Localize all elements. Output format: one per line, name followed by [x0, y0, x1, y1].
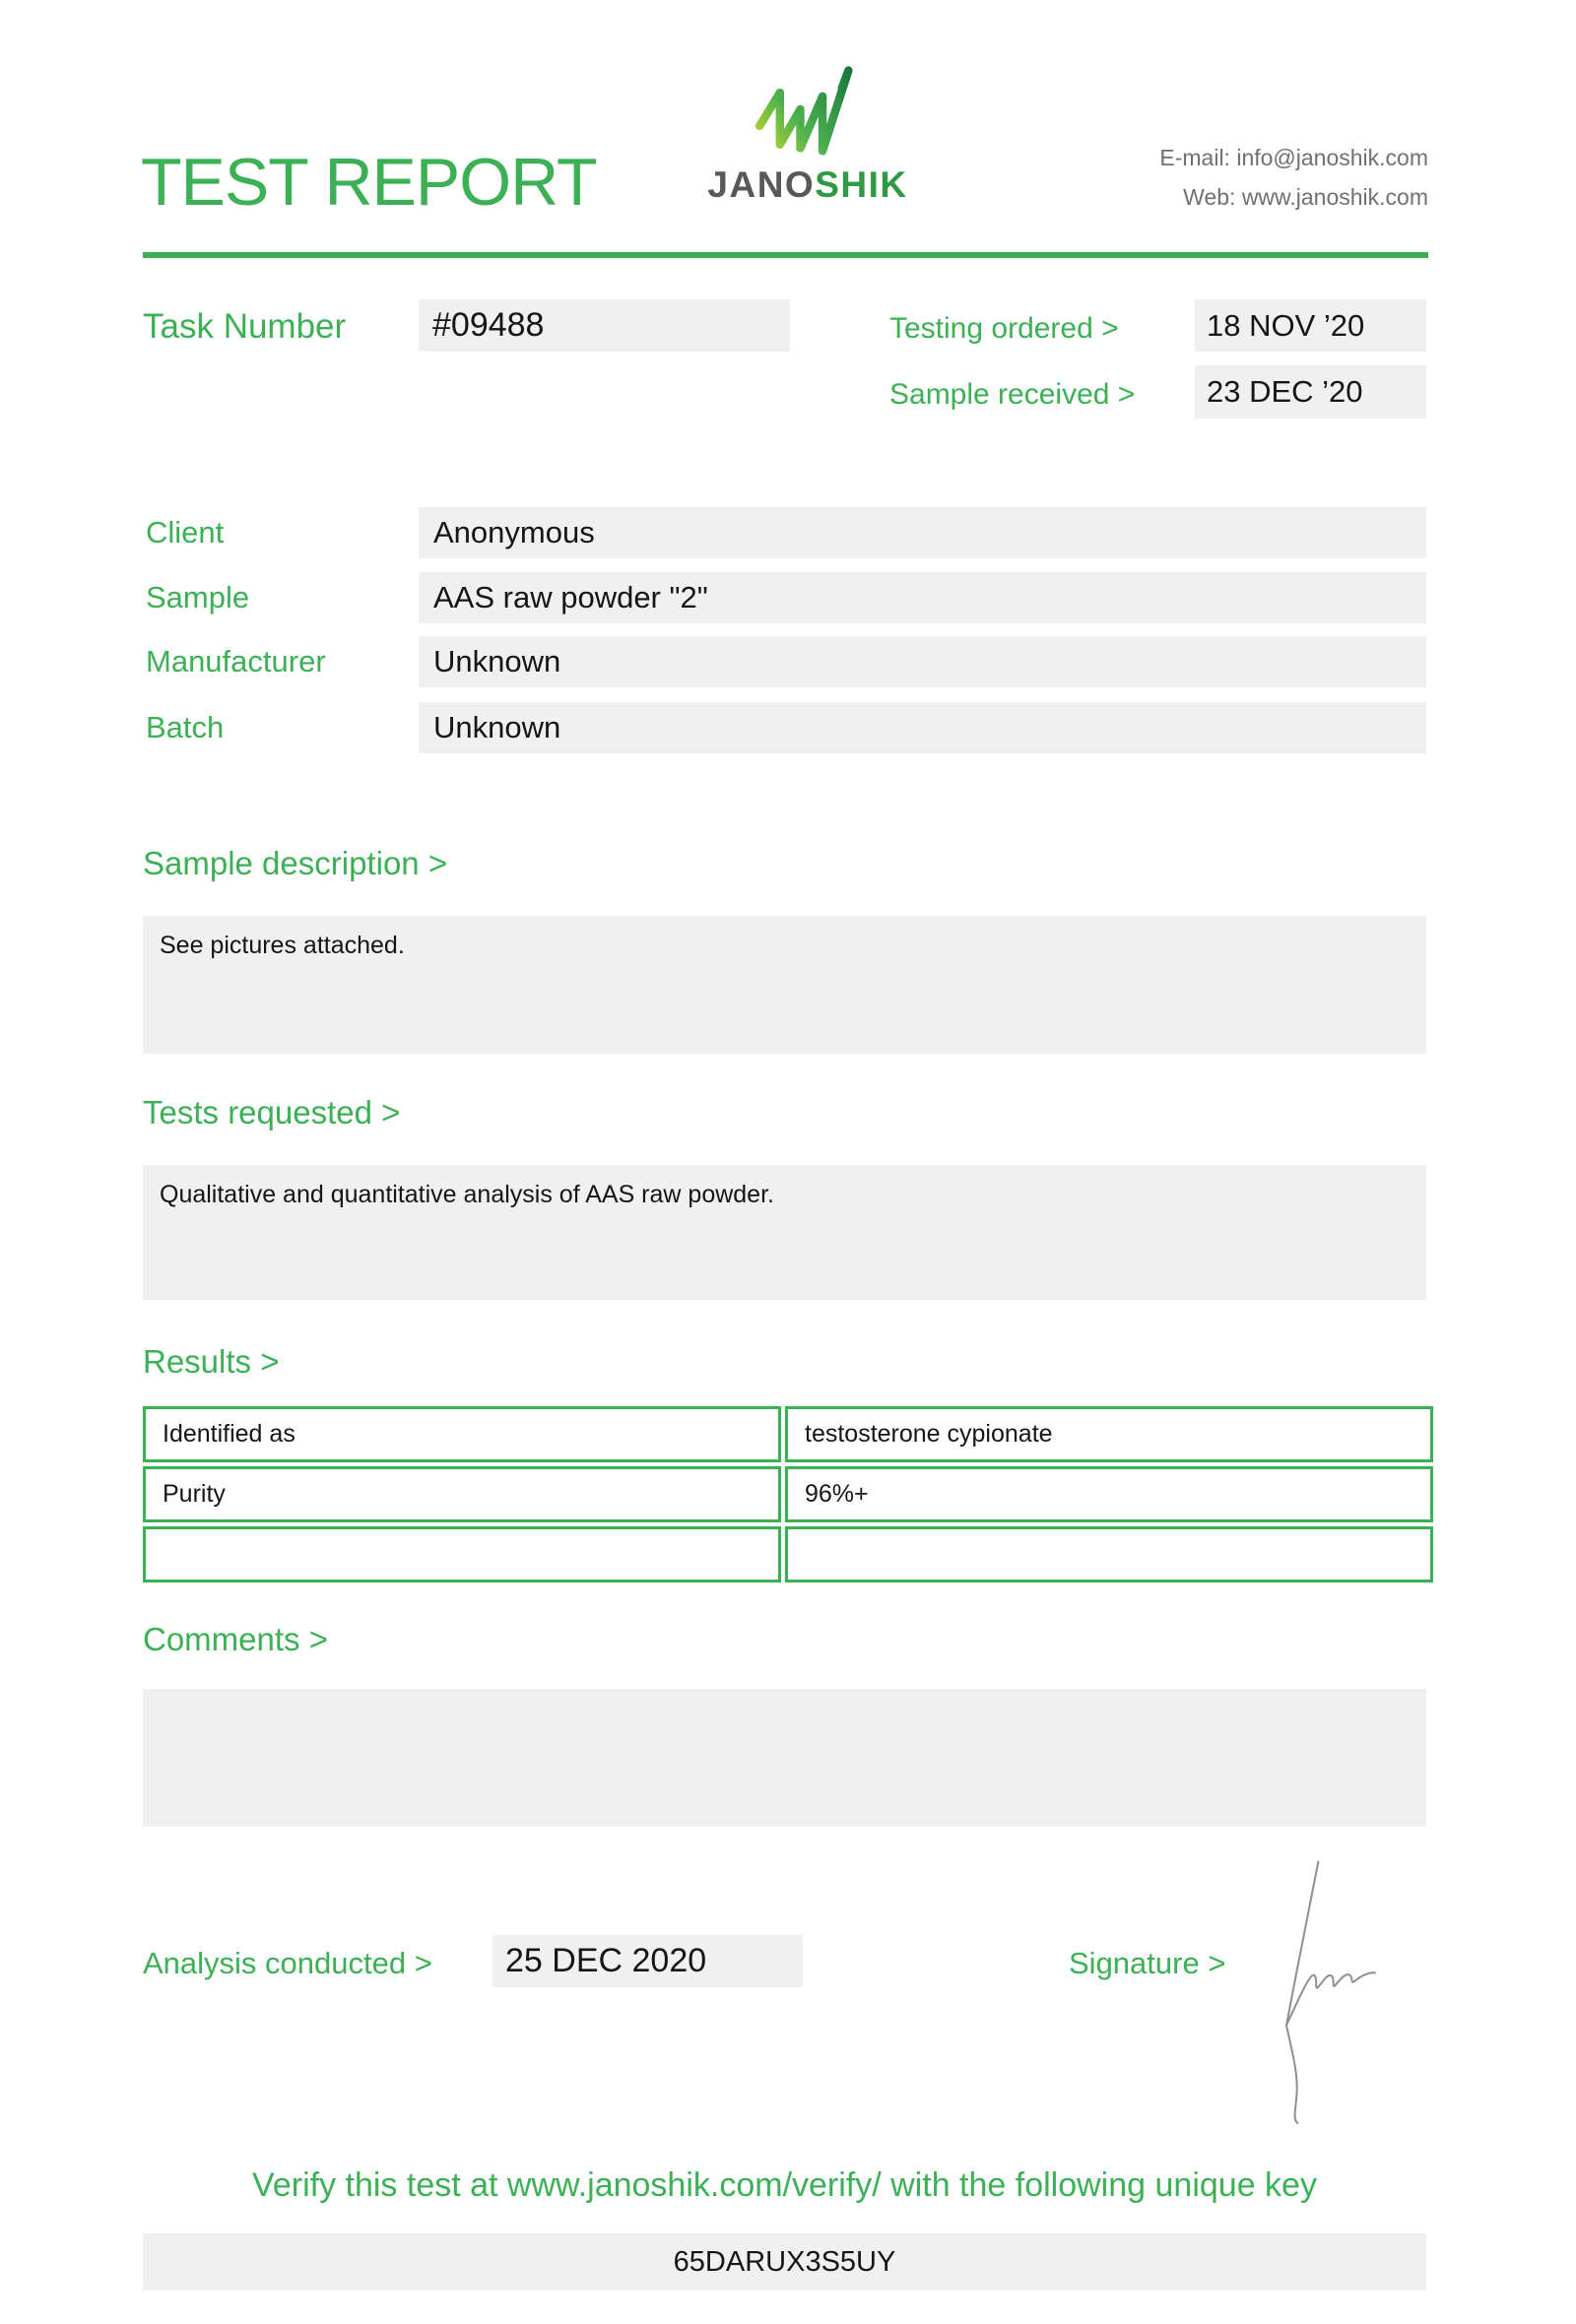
logo-text-jano: JANO	[707, 164, 816, 205]
results-table	[143, 1406, 1433, 1582]
trend-chart-icon	[748, 63, 868, 156]
client-value: Anonymous	[419, 507, 1426, 558]
comments-heading: Comments >	[143, 1621, 328, 1657]
signature-label: Signature >	[1069, 1946, 1226, 1980]
result-name-cell: Purity	[143, 1466, 781, 1522]
company-logo	[680, 63, 936, 206]
comments-box	[143, 1689, 1426, 1827]
manufacturer-label: Manufacturer	[146, 644, 326, 678]
results-heading: Results >	[143, 1343, 280, 1380]
task-number-value: #09488	[419, 299, 790, 352]
result-name-cell: Identified as	[143, 1406, 781, 1462]
task-number-label: Task Number	[143, 307, 347, 346]
sample-label: Sample	[146, 580, 250, 614]
tests-requested-box: Qualitative and quantitative analysis of AAS raw powder.	[143, 1165, 1426, 1300]
sample-received-label: Sample received >	[889, 378, 1136, 411]
contact-web: Web: www.janoshik.com	[1183, 184, 1428, 210]
analysis-conducted-label: Analysis conducted >	[143, 1946, 432, 1980]
logo-text-shik: SHIK	[815, 164, 908, 205]
verify-instruction: Verify this test at www.janoshik.com/verify/ with the following unique key	[252, 2166, 1317, 2204]
client-label: Client	[146, 515, 225, 549]
analysis-date-value: 25 DEC 2020	[492, 1935, 803, 1987]
contact-email: E-mail: info@janoshik.com	[1159, 145, 1428, 170]
header-divider	[143, 252, 1428, 258]
batch-value: Unknown	[419, 702, 1426, 753]
sample-received-value: 23 DEC ’20	[1195, 365, 1426, 419]
unique-key-value: 65DARUX3S5UY	[143, 2233, 1426, 2291]
sample-value: AAS raw powder "2"	[419, 572, 1426, 623]
page-title: TEST REPORT	[141, 145, 597, 220]
manufacturer-value: Unknown	[419, 636, 1426, 687]
contact-info	[1159, 138, 1428, 217]
batch-label: Batch	[146, 710, 225, 744]
result-value-cell: 96%+	[785, 1466, 1433, 1522]
logo-wordmark	[680, 164, 936, 206]
result-value-cell: testosterone cypionate	[785, 1406, 1433, 1462]
result-value-cell	[785, 1526, 1433, 1582]
handwritten-signature-icon	[1261, 1841, 1478, 2127]
signature-image	[1261, 1841, 1478, 2127]
testing-ordered-label: Testing ordered >	[889, 312, 1119, 345]
result-name-cell	[143, 1526, 781, 1582]
tests-requested-heading: Tests requested >	[143, 1094, 401, 1130]
sample-description-box: See pictures attached.	[143, 916, 1426, 1054]
testing-ordered-value: 18 NOV ’20	[1195, 299, 1426, 352]
sample-description-heading: Sample description >	[143, 845, 448, 881]
